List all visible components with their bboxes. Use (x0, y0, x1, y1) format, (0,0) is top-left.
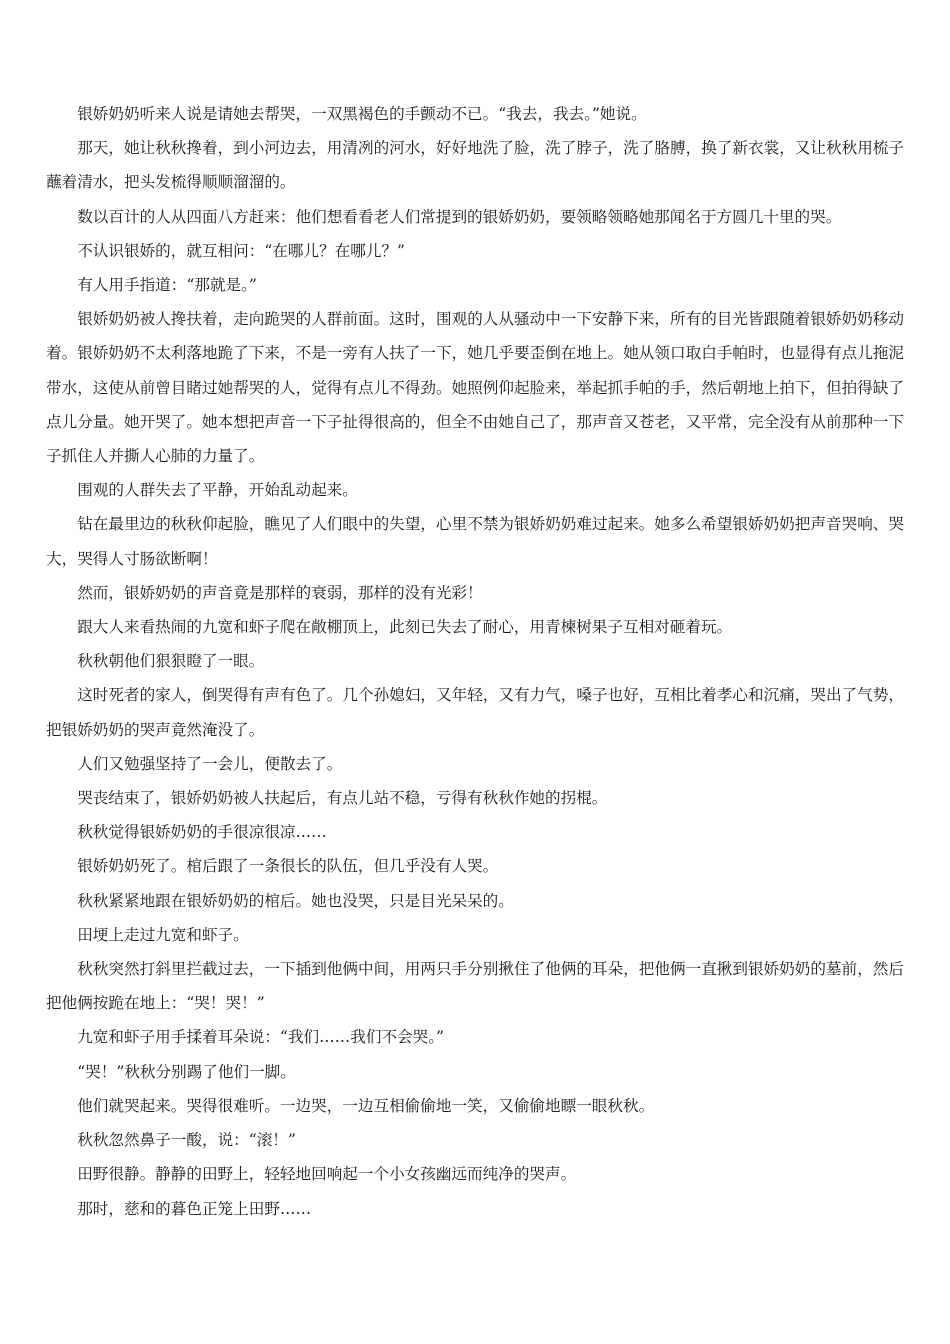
paragraph: 那天，她让秋秋搀着，到小河边去，用清冽的河水，好好地洗了脸，洗了脖子，洗了胳膊，换了新衣裳，又让秋秋用梳子蘸着清水，把头发梳得顺顺溜溜的。 (46, 139, 904, 192)
paragraph: 跟大人来看热闹的九宽和虾子爬在敞棚顶上，此刻已失去了耐心，用青楝树果子互相对砸着玩。 (77, 618, 733, 637)
paragraph: 九宽和虾子用手揉着耳朵说：“我们……我们不会哭。” (77, 1028, 444, 1047)
paragraph: 银娇奶奶被人搀扶着，走向跪哭的人群前面。这时，围观的人从骚动中一下安静下来，所有的目光皆跟随着银娇奶奶移动着。银娇奶奶不太利落地跪了下来，不是一旁有人扶了一下，她几乎要歪倒在地上。她从领口取白手帕时，也显得有点儿拖泥带水，这使从前曾目睹过她帮哭的人，觉得有点儿不得劲。她照例仰起脸来，举起抓手帕的手，然后朝地上拍下，但拍得缺了点儿分量。她开哭了。她本想把声音一下子扯得很高的，但全不由她自己了，那声音又苍老，又平常，完全没有从前那种一下子抓住人并撕人心肺的力量了。 (46, 310, 904, 466)
paragraph: 田埂上走过九宽和虾子。 (77, 925, 249, 944)
paragraph: 哭丧结束了，银娇奶奶被人扶起后，有点儿站不稳，亏得有秋秋作她的拐棍。 (77, 789, 608, 808)
paragraph: 数以百计的人从四面八方赶来：他们想看看老人们常提到的银娇奶奶，要领略领略她那闻名于方圆几十里的哭。 (77, 207, 842, 226)
paragraph: 那时，慈和的暮色正笼上田野…… (77, 1199, 312, 1218)
paragraph: 田野很静。静静的田野上，轻轻地回响起一个小女孩幽远而纯净的哭声。 (77, 1165, 577, 1184)
paragraph: 钻在最里边的秋秋仰起脸，瞧见了人们眼中的失望，心里不禁为银娇奶奶难过起来。她多么希望银娇奶奶把声音哭响、哭大，哭得人寸肠欲断啊！ (46, 515, 904, 568)
paragraph: 这时死者的家人，倒哭得有声有色了。几个孙媳妇，又年轻，又有力气，嗓子也好，互相比着孝心和沉痛，哭出了气势，把银娇奶奶的哭声竟然淹没了。 (46, 686, 904, 739)
paragraph: 然而，银娇奶奶的声音竟是那样的衰弱，那样的没有光彩！ (77, 583, 483, 602)
paragraph: 秋秋突然打斜里拦截过去，一下插到他俩中间，用两只手分别揪住了他俩的耳朵，把他俩一直揪到银娇奶奶的墓前，然后把他俩按跪在地上：“哭！哭！” (46, 960, 904, 1013)
paragraph: 银娇奶奶死了。棺后跟了一条很长的队伍，但几乎没有人哭。 (77, 857, 499, 876)
paragraph: 秋秋紧紧地跟在银娇奶奶的棺后。她也没哭，只是目光呆呆的。 (77, 891, 514, 910)
paragraph: 他们就哭起来。哭得很难听。一边哭，一边互相偷偷地一笑，又偷偷地瞟一眼秋秋。 (77, 1096, 655, 1115)
paragraph: 秋秋忽然鼻子一酸，说：“滚！” (77, 1131, 296, 1150)
paragraph: 秋秋觉得银娇奶奶的手很凉很凉…… (77, 823, 327, 842)
paragraph: 围观的人群失去了平静，开始乱动起来。 (77, 481, 358, 500)
document-body (46, 97, 904, 1226)
paragraph: 人们又勉强坚持了一会儿，便散去了。 (77, 754, 343, 773)
paragraph: “哭！”秋秋分别踢了他们一脚。 (77, 1062, 296, 1081)
paragraph: 有人用手指道：“那就是。” (77, 276, 257, 295)
paragraph: 秋秋朝他们狠狠瞪了一眼。 (77, 652, 265, 671)
paragraph: 银娇奶奶听来人说是请她去帮哭，一双黑褐色的手颤动不已。“我去，我去。”她说。 (77, 105, 647, 123)
paragraph: 不认识银娇的，就互相问：“在哪儿？在哪儿？” (77, 241, 406, 260)
